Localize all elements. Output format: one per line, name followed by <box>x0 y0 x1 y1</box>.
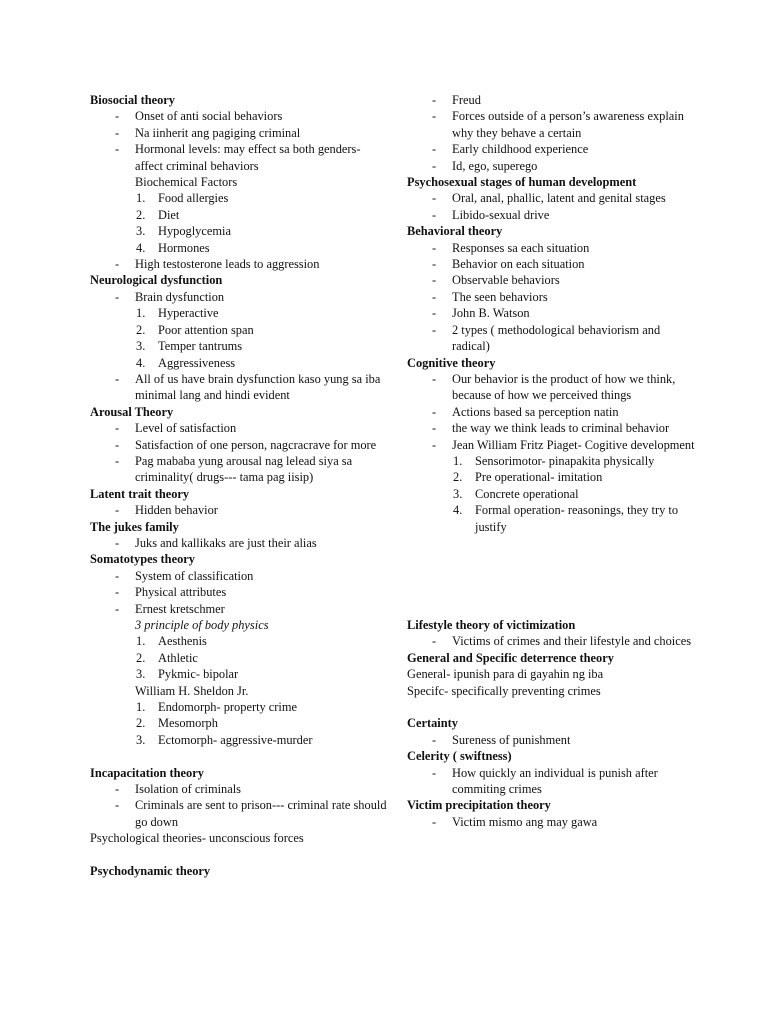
item-number: 1. <box>136 306 146 321</box>
subheading-line: Biochemical Factors <box>135 175 238 190</box>
item-text: Pre operational- imitation <box>475 470 603 485</box>
numbered-item <box>90 650 390 666</box>
numbered-item <box>407 453 697 469</box>
item-number: 3. <box>136 339 146 354</box>
bullet-item: - Isolation of criminals <box>90 781 390 797</box>
item-text: Hypoglycemia <box>158 224 231 239</box>
body-line: Psychological theories- unconscious forces <box>90 831 304 846</box>
bullet-item: - High testosterone leads to aggression <box>90 256 390 272</box>
section-heading: General and Specific deterrence theory <box>407 650 614 665</box>
item-number: 2. <box>136 207 146 222</box>
bullet-item: - How quickly an individual is punish after commiting crimes <box>407 765 697 798</box>
numbered-item <box>90 322 390 338</box>
numbered-item <box>90 355 390 371</box>
blank-line <box>407 568 697 584</box>
bullet-item: - Brain dysfunction <box>90 289 390 305</box>
item-text: Endomorph- property crime <box>158 700 298 715</box>
section-heading: Somatotypes theory <box>90 552 195 567</box>
item-text: Athletic <box>158 650 198 665</box>
bullet-item: - Hidden behavior <box>90 502 390 518</box>
bullet-item: - Actions based sa perception natin <box>407 404 697 420</box>
bullet-item: - Our behavior is the product of how we think, because of how we perceived things <box>407 371 697 404</box>
bullet-item: - Criminals are sent to prison--- criminal rate should go down <box>90 797 390 830</box>
item-text: Temper tantrums <box>158 339 243 354</box>
numbered-item <box>407 469 697 485</box>
item-text: Mesomorph <box>158 716 218 731</box>
section-heading: The jukes family <box>90 519 179 534</box>
section-heading: Certainty <box>407 716 458 731</box>
numbered-item <box>90 338 390 354</box>
section-heading: Psychodynamic theory <box>90 864 211 879</box>
blank-line <box>90 748 390 764</box>
bullet-item: - Jean William Fritz Piaget- Cogitive development <box>407 437 697 453</box>
bullet-item: - Victims of crimes and their lifestyle and choices <box>407 633 697 649</box>
numbered-item <box>407 502 697 535</box>
body-line: General- ipunish para di gayahin ng iba <box>407 667 604 682</box>
item-number: 3. <box>136 732 146 747</box>
item-number: 1. <box>136 700 146 715</box>
blank-line <box>407 551 697 567</box>
bullet-item: - John B. Watson <box>407 305 697 321</box>
numbered-item <box>407 486 697 502</box>
subheading-line: William H. Sheldon Jr. <box>135 683 249 698</box>
item-text: Hormones <box>158 240 210 255</box>
numbered-item <box>90 699 390 715</box>
numbered-item <box>90 223 390 239</box>
bullet-item: - Level of satisfaction <box>90 420 390 436</box>
item-text: Concrete operational <box>475 486 579 501</box>
section-heading: Incapacitation theory <box>90 765 204 780</box>
bullet-item: - Forces outside of a person’s awareness explain why they behave a certain <box>407 108 697 141</box>
bullet-item: - The seen behaviors <box>407 289 697 305</box>
bullet-item: - All of us have brain dysfunction kaso yung sa iba minimal lang and hindi evident <box>90 371 390 404</box>
body-line: Specifc- specifically preventing crimes <box>407 683 601 698</box>
section-heading: Arousal Theory <box>90 404 174 419</box>
bullet-item: - System of classification <box>90 568 390 584</box>
bullet-item: - Ernest kretschmer <box>90 601 390 617</box>
numbered-item <box>90 732 390 748</box>
bullet-item: - Sureness of punishment <box>407 732 697 748</box>
item-text: Food allergies <box>158 191 229 206</box>
item-text: Pykmic- bipolar <box>158 667 239 682</box>
blank-line <box>407 601 697 617</box>
bullet-item: - Observable behaviors <box>407 272 697 288</box>
blank-line <box>407 584 697 600</box>
italic-subheading-line: 3 principle of body physics <box>135 618 269 632</box>
numbered-item <box>90 633 390 649</box>
item-number: 2. <box>136 716 146 731</box>
bullet-item: - Id, ego, superego <box>407 158 697 174</box>
numbered-item <box>90 207 390 223</box>
right-column <box>407 92 697 830</box>
section-heading: Cognitive theory <box>407 355 496 370</box>
bullet-item: - 2 types ( methodological behaviorism and radical) <box>407 322 697 355</box>
item-number: 2. <box>453 470 463 485</box>
item-number: 3. <box>453 486 463 501</box>
section-heading: Behavioral theory <box>407 224 503 239</box>
section-heading: Celerity ( swiftness) <box>407 749 512 764</box>
section-heading: Biosocial theory <box>90 93 176 107</box>
bullet-item: - Pag mababa yung arousal nag lelead siya sa criminality( drugs--- tama pag iisip) <box>90 453 390 486</box>
section-heading: Victim precipitation theory <box>407 798 551 813</box>
item-number: 2. <box>136 322 146 337</box>
bullet-item: - Early childhood experience <box>407 141 697 157</box>
section-heading: Psychosexual stages of human development <box>407 175 637 190</box>
item-number: 1. <box>136 191 146 206</box>
bullet-item: - Physical attributes <box>90 584 390 600</box>
numbered-item <box>90 715 390 731</box>
bullet-item: - the way we think leads to criminal behavior <box>407 420 697 436</box>
item-number: 1. <box>136 634 146 649</box>
left-column <box>90 92 390 879</box>
item-text: Aesthenis <box>158 634 207 649</box>
item-number: 2. <box>136 650 146 665</box>
item-text: Ectomorph- aggressive-murder <box>158 732 313 747</box>
bullet-item: - Satisfaction of one person, nagcracrave for more <box>90 437 390 453</box>
item-number: 1. <box>453 453 463 468</box>
section-heading: Latent trait theory <box>90 486 190 501</box>
item-text: Poor attention span <box>158 322 254 337</box>
numbered-item <box>90 240 390 256</box>
item-text: Formal operation- reasonings, they try to justify <box>475 503 679 534</box>
numbered-item <box>90 305 390 321</box>
section-heading: Neurological dysfunction <box>90 273 223 288</box>
bullet-item: - Responses sa each situation <box>407 240 697 256</box>
item-number: 4. <box>453 503 463 518</box>
section-heading: Lifestyle theory of victimization <box>407 617 576 632</box>
numbered-item <box>90 666 390 682</box>
bullet-item: - Behavior on each situation <box>407 256 697 272</box>
bullet-item: - Freud <box>407 92 697 108</box>
item-text: Aggressiveness <box>158 355 236 370</box>
blank-line <box>407 699 697 715</box>
item-number: 3. <box>136 224 146 239</box>
item-number: 3. <box>136 667 146 682</box>
blank-line <box>90 847 390 863</box>
bullet-item: - Hormonal levels: may effect sa both genders- affect criminal behaviors <box>90 141 390 174</box>
bullet-item: - Victim mismo ang may gawa <box>407 814 697 830</box>
item-number: 4. <box>136 240 146 255</box>
item-text: Sensorimotor- pinapakita physically <box>475 453 655 468</box>
bullet-item: - Oral, anal, phallic, latent and genital stages <box>407 190 697 206</box>
item-text: Hyperactive <box>158 306 219 321</box>
bullet-item: - Na iinherit ang pagiging criminal <box>90 125 390 141</box>
bullet-item: - Onset of anti social behaviors <box>90 108 390 124</box>
blank-line <box>407 535 697 551</box>
item-text: Diet <box>158 207 180 222</box>
bullet-item: - Libido-sexual drive <box>407 207 697 223</box>
item-number: 4. <box>136 355 146 370</box>
bullet-item: - Juks and kallikaks are just their alias <box>90 535 390 551</box>
numbered-item <box>90 190 390 206</box>
